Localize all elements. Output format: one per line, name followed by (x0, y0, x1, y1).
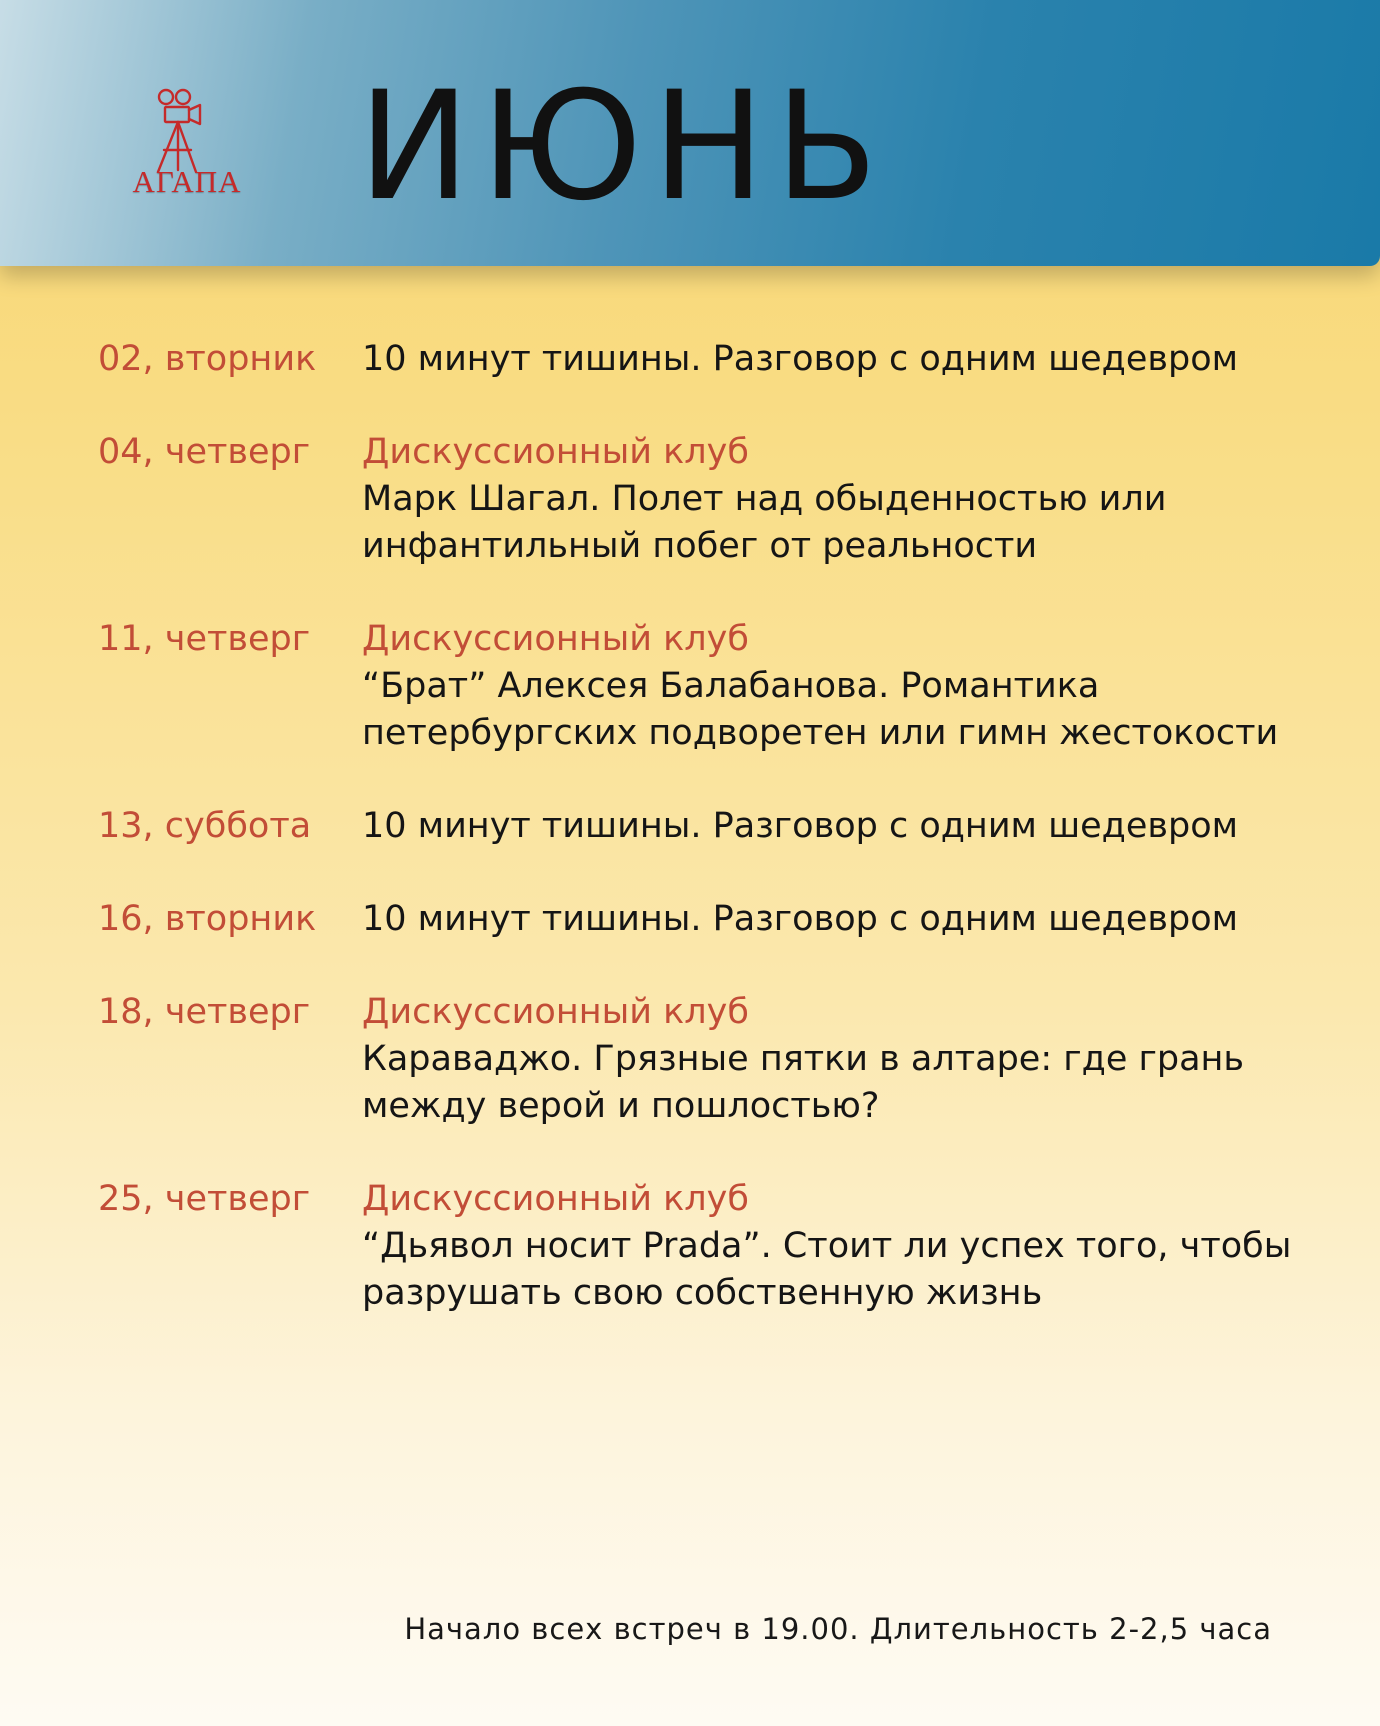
event-content (362, 803, 1294, 850)
event-content (362, 429, 1294, 570)
page-header (0, 0, 1380, 266)
event-content (362, 336, 1294, 383)
event-description: 10 минут тишины. Разговор с одним шедевром (362, 899, 1239, 939)
event-type: Дискуссионный клуб (362, 1179, 749, 1219)
event-type: Дискуссионный клуб (362, 992, 749, 1032)
event-type: Дискуссионный клуб (362, 432, 749, 472)
start-time-note: Начало всех встреч в 19.00. Длительность 2-2,5 часа (404, 1612, 1272, 1646)
agapa-logo (112, 88, 262, 208)
event-content (362, 616, 1294, 757)
schedule-row (98, 803, 1294, 850)
event-description: 10 минут тишины. Разговор с одним шедевром (362, 339, 1239, 379)
month-title: ИЮНЬ (358, 60, 888, 234)
event-date: 11, четверг (98, 619, 311, 659)
schedule-row (98, 1176, 1294, 1317)
event-date: 02, вторник (98, 339, 317, 379)
schedule-row (98, 989, 1294, 1130)
event-description: “Дьявол носит Prada”. Стоит ли успех того, чтобы разрушать свою собственную жизнь (362, 1226, 1292, 1313)
event-description: “Брат” Алексея Балабанова. Романтика петербургских подворетен или гимн жестокости (362, 666, 1279, 753)
event-description: Марк Шагал. Полет над обыденностью или инфантильный побег от реальности (362, 479, 1167, 566)
schedule-row (98, 336, 1294, 383)
event-date: 16, вторник (98, 899, 317, 939)
event-date: 13, суббота (98, 806, 312, 846)
event-content (362, 896, 1294, 943)
event-date: 25, четверг (98, 1179, 311, 1219)
logo-text: АГАПА (132, 164, 242, 199)
event-content (362, 989, 1294, 1130)
schedule-row (98, 616, 1294, 757)
event-type: Дискуссионный клуб (362, 619, 749, 659)
event-date: 04, четверг (98, 432, 311, 472)
event-schedule (98, 336, 1294, 1363)
film-camera-a-logo-icon (148, 88, 224, 176)
schedule-row (98, 429, 1294, 570)
event-content (362, 1176, 1294, 1317)
event-description: Караваджо. Грязные пятки в алтаре: где грань между верой и пошлостью? (362, 1039, 1245, 1126)
event-date: 18, четверг (98, 992, 311, 1032)
event-description: 10 минут тишины. Разговор с одним шедевром (362, 806, 1239, 846)
schedule-row (98, 896, 1294, 943)
